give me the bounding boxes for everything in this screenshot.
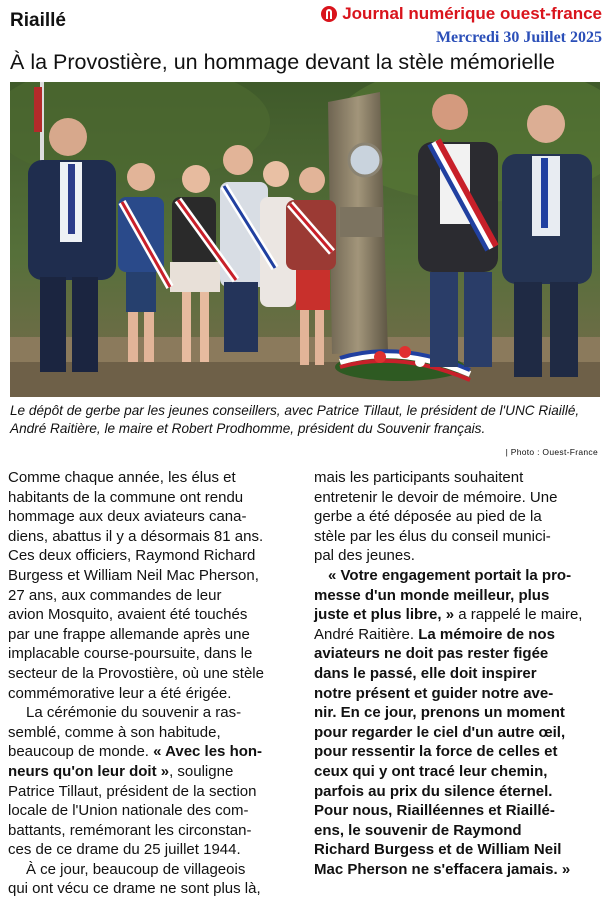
quote-text: ens, le souvenir de Raymond bbox=[314, 821, 522, 839]
quote-text: Richard Burgess et de William Neil bbox=[314, 841, 562, 859]
text-line: qui ont vécu ce drame ne sont plus là, bbox=[8, 880, 261, 898]
quote-text: « Avec les hon- bbox=[153, 743, 263, 761]
quote-text: La mémoire de nos bbox=[418, 625, 555, 643]
journal-name: Journal numérique ouest-france bbox=[342, 4, 602, 23]
text-run: a rappelé le maire, bbox=[454, 606, 583, 624]
text-line: hommage aux deux aviateurs cana- bbox=[8, 508, 247, 526]
text-line bbox=[8, 742, 294, 762]
paragraph-5 bbox=[314, 566, 602, 880]
photo-caption: Le dépôt de gerbe par les jeunes conseillers, avec Patrice Tillaut, le président de l'UNC Riaillé, André Raitière, le maire et Robert Prodhomme, président du Souvenir français. bbox=[10, 403, 580, 436]
text-line bbox=[314, 625, 602, 645]
quote-text: juste et plus libre, » bbox=[314, 606, 455, 624]
text-line: diens, abattus il y a désormais 81 ans. bbox=[8, 527, 264, 545]
text-line: La cérémonie du souvenir a ras- bbox=[26, 704, 242, 722]
quote-text: aviateurs ne doit pas rester figée bbox=[314, 645, 549, 663]
text-line: gerbe a été déposée au pied de la bbox=[314, 508, 542, 526]
article-column-left bbox=[8, 468, 294, 899]
quote-text: dans le passé, elle doit inspirer bbox=[314, 664, 537, 682]
text-line: par une frappe allemande après une bbox=[8, 625, 250, 643]
quote-text: « Votre engagement portait la pro- bbox=[328, 566, 572, 584]
paragraph-3 bbox=[8, 860, 294, 899]
article-photo bbox=[10, 82, 600, 397]
text-line: commémorative leur a été érigée. bbox=[8, 684, 232, 702]
text-line: avion Mosquito, avaient été touchés bbox=[8, 606, 248, 624]
ouest-france-logo-icon bbox=[321, 6, 337, 22]
text-line: semblé, comme à son habitude, bbox=[8, 723, 221, 741]
quote-text: parfois au prix du silence éternel. bbox=[314, 782, 553, 800]
quote-text: notre présent et guider notre ave- bbox=[314, 684, 554, 702]
text-line: 27 ans, aux commandes de leur bbox=[8, 586, 222, 604]
section-town: Riaillé bbox=[10, 10, 66, 31]
text-line: habitants de la commune ont rendu bbox=[8, 488, 244, 506]
masthead bbox=[321, 4, 602, 24]
text-line bbox=[314, 605, 602, 625]
article-column-right bbox=[314, 468, 602, 879]
text-line: battants, remémorant les circonstan- bbox=[8, 821, 252, 839]
text-line: stèle par les élus du conseil munici- bbox=[314, 527, 551, 545]
text-run: beaucoup de monde. bbox=[8, 743, 154, 761]
text-run: André Raitière. bbox=[314, 625, 419, 643]
quote-text: messe d'un monde meilleur, plus bbox=[314, 586, 550, 604]
article-headline: À la Provostière, un hommage devant la stèle mémorielle bbox=[10, 50, 555, 74]
quote-text: pour regarder le ciel d'un autre œil, bbox=[314, 723, 566, 741]
publication-date: Mercredi 30 Juillet 2025 bbox=[435, 29, 602, 46]
text-line: ces de ce drame du 25 juillet 1944. bbox=[8, 841, 241, 859]
text-line: entretenir le devoir de mémoire. Une bbox=[314, 488, 558, 506]
text-run: , souligne bbox=[169, 762, 234, 780]
text-line: locale de l'Union nationale des com- bbox=[8, 802, 249, 820]
text-line: mais les participants souhaitent bbox=[314, 469, 524, 486]
quote-text: ceux qui y ont tracé leur chemin, bbox=[314, 762, 548, 780]
paragraph-1 bbox=[8, 468, 294, 703]
photo-credit: | Photo : Ouest-France bbox=[505, 447, 598, 457]
text-line: secteur de la Provostière, où une stèle bbox=[8, 664, 264, 682]
paragraph-4 bbox=[314, 468, 602, 566]
quote-text: Mac Pherson ne s'effacera jamais. » bbox=[314, 860, 571, 878]
text-line: Patrice Tillaut, président de la section bbox=[8, 782, 257, 800]
quote-text: neurs qu'on leur doit » bbox=[8, 762, 170, 780]
text-line: Comme chaque année, les élus et bbox=[8, 469, 236, 486]
text-line bbox=[8, 762, 294, 782]
paragraph-2 bbox=[8, 703, 294, 860]
quote-text: Pour nous, Riailléennes et Riaillé- bbox=[314, 802, 555, 820]
text-line: pal des jeunes. bbox=[314, 547, 415, 565]
quote-text: nir. En ce jour, prenons un moment bbox=[314, 704, 565, 722]
quote-text: pour ressentir la force de celles et bbox=[314, 743, 558, 761]
text-line: Burgess et William Neil Mac Pherson, bbox=[8, 566, 259, 584]
text-line: À ce jour, beaucoup de villageois bbox=[26, 860, 246, 878]
text-line: Ces deux officiers, Raymond Richard bbox=[8, 547, 256, 565]
text-line: implacable course-poursuite, dans le bbox=[8, 645, 253, 663]
